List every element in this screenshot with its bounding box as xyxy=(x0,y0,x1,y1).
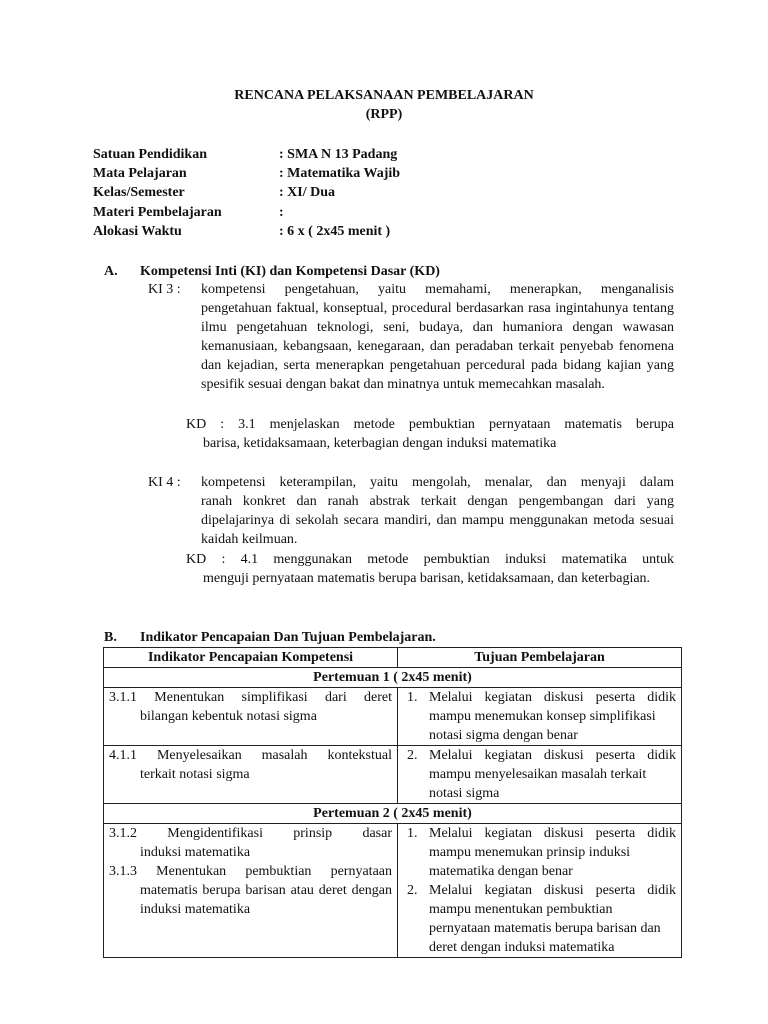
goal-item: 1. Melalui kegiatan diskusi peserta didik mampu menemukan prinsip induksi matematika dengan benar xyxy=(407,826,676,879)
kd-3-1 xyxy=(186,415,674,434)
kd-3-1-first-line: KD : 3.1 menjelaskan metode pembuktian pernyataan matematis berupa xyxy=(186,417,674,432)
kd-4-1 xyxy=(186,550,674,569)
meeting-2-label: Pertemuan 2 ( 2x45 menit) xyxy=(104,804,682,824)
section-a-letter: A. xyxy=(104,264,118,279)
identity-value: : xyxy=(279,205,284,220)
indicator-item: 4.1.1 Menyelesaikan masalah kontekstual terkait notasi sigma xyxy=(109,748,392,782)
table-header-indicator: Indikator Pencapaian Kompetensi xyxy=(104,648,398,668)
identity-value: : XI/ Dua xyxy=(279,185,336,200)
meeting-row xyxy=(104,668,682,688)
section-b-letter: B. xyxy=(104,630,117,645)
identity-value: : Matematika Wajib xyxy=(279,166,401,181)
indicator-item: 3.1.1 Menentukan simplifikasi dari deret bilangan kebentuk notasi sigma xyxy=(109,690,392,724)
goal-item: 2. Melalui kegiatan diskusi peserta didik mampu menyelesaikan masalah terkait notasi sigma xyxy=(407,748,676,801)
identity-value: : SMA N 13 Padang xyxy=(279,147,398,162)
section-b-title: Indikator Pencapaian Dan Tujuan Pembelajaran. xyxy=(140,630,436,645)
indicator-cell xyxy=(104,746,398,804)
kd-4-1-text: menguji pernyataan matematis berupa barisan, ketidaksamaan, dan keterbagian. xyxy=(203,571,651,586)
ki4-text: ranah konkret dan ranah abstrak terkait dengan pengembangan dari yang dipelajarinya di sekolah secara mandiri, dan mampu menggunakan metoda sesuai kaidah keilmuan. xyxy=(201,494,674,547)
table-header-row xyxy=(104,648,682,668)
identity-label: Alokasi Waktu xyxy=(93,224,182,239)
table-header-goal: Tujuan Pembelajaran xyxy=(398,648,682,668)
kd-4-1-first-line: KD : 4.1 menggunakan metode pembuktian induksi matematika untuk xyxy=(186,552,674,567)
table-row xyxy=(104,824,682,958)
identity-value: : 6 x ( 2x45 menit ) xyxy=(279,224,391,239)
goal-cell xyxy=(398,746,682,804)
ki4-label: KI 4 : xyxy=(148,475,181,490)
ki3-label: KI 3 : xyxy=(148,282,181,297)
meeting-row xyxy=(104,804,682,824)
goal-item: 2. Melalui kegiatan diskusi peserta didik mampu menentukan pembuktian pernyataan matematis berupa barisan dan deret dengan induksi matematika xyxy=(407,883,676,955)
table-row xyxy=(104,746,682,804)
table-row xyxy=(104,688,682,746)
identity-label: Materi Pembelajaran xyxy=(93,205,222,220)
ki3-text: pengetahuan faktual, konseptual, procedural berdasarkan rasa ingintahunya tentang ilmu pengetahuan teknologi, seni, budaya, dan humaniora dengan wawasan kemanusiaan, kebangsaan, kenegaraan, dan peradaban terkait penyebab fenomena dan kejadian, serta menerapkan pengetahuan percedural pada bidang kajian yang spesifik sesuai dengan bakat dan minatnya untuk memecahkan masalah. xyxy=(201,301,674,392)
identity-label: Satuan Pendidikan xyxy=(93,147,207,162)
indicator-goal-table xyxy=(103,647,682,958)
kd-3-1-text: barisa, ketidaksamaan, keterbagian dengan induksi matematika xyxy=(203,436,557,451)
goal-cell xyxy=(398,824,682,958)
identity-label: Mata Pelajaran xyxy=(93,166,187,181)
ki3-first-line: kompetensi pengetahuan, yaitu memahami, menerapkan, menganalisis xyxy=(201,282,674,297)
section-a-title: Kompetensi Inti (KI) dan Kompetensi Dasar (KD) xyxy=(140,264,440,279)
indicator-cell xyxy=(104,688,398,746)
identity-label: Kelas/Semester xyxy=(93,185,185,200)
indicator-cell xyxy=(104,824,398,958)
indicator-item: 3.1.3 Menentukan pembuktian pernyataan matematis berupa barisan atau deret dengan induksi matematika xyxy=(109,864,392,917)
document-title: RENCANA PELAKSANAAN PEMBELAJARAN xyxy=(234,88,534,103)
meeting-1-label: Pertemuan 1 ( 2x45 menit) xyxy=(104,668,682,688)
indicator-item: 3.1.2 Mengidentifikasi prinsip dasar induksi matematika xyxy=(109,826,392,860)
document-subtitle: (RPP) xyxy=(365,107,403,122)
goal-item: 1. Melalui kegiatan diskusi peserta didik mampu menemukan konsep simplifikasi notasi sigma dengan benar xyxy=(407,690,676,743)
ki4-first-line: kompetensi keterampilan, yaitu mengolah, menalar, dan menyaji dalam xyxy=(201,475,674,490)
goal-cell xyxy=(398,688,682,746)
